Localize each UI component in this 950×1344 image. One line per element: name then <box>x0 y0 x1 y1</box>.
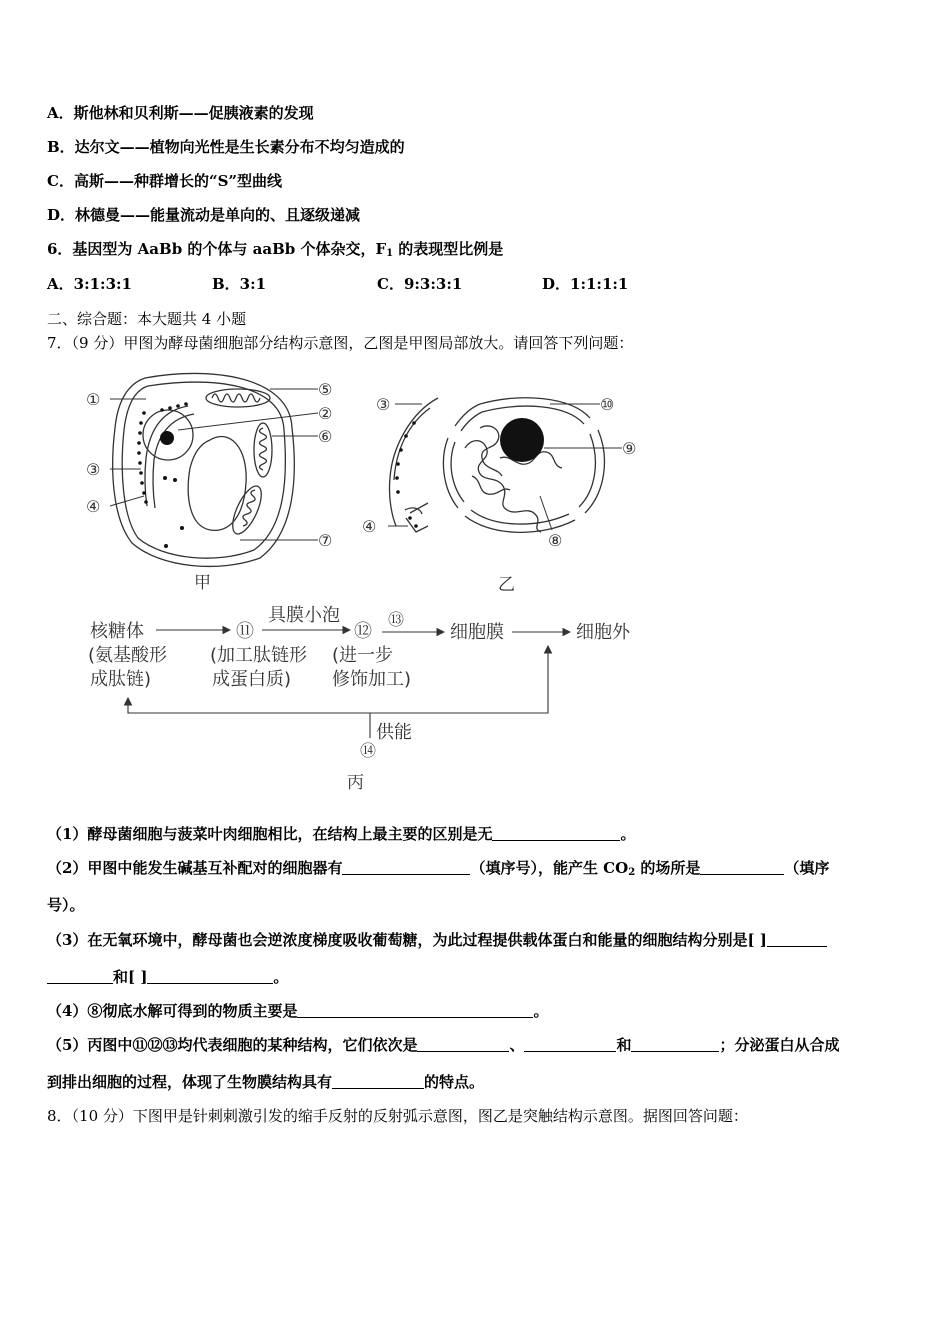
q7-sub5: （5）丙图中⑪⑫⑬均代表细胞的某种结构，它们依次是 、 和 ；分泌蛋白从合成 <box>47 1036 840 1054</box>
yi-label-8: ⑧ <box>548 531 563 550</box>
q5-option-b: B．达尔文——植物向光性是生长素分布不均匀造成的 <box>47 138 405 156</box>
q7-sub2: （2）甲图中能发生碱基互补配对的细胞器有 （填序号），能产生 $CO_2$ 的场所是 （填序 <box>47 859 830 878</box>
cell-structure-figure <box>70 368 670 798</box>
flow-n12-note1: (进一步 <box>332 645 394 666</box>
q6-option-a: A．3:1:3:1 <box>47 275 132 293</box>
section-heading: 二、综合题：本大题共 4 小题 <box>47 310 247 328</box>
jia-label-2: ② <box>318 404 333 423</box>
jia-label-1: ① <box>86 390 101 409</box>
q6-option-b: B．3:1 <box>212 275 267 293</box>
flow-ribosome-note2: 成肽链) <box>90 669 152 690</box>
q7-sub2-blank-2[interactable] <box>700 860 784 875</box>
q5-option-a: A．斯他林和贝利斯——促胰液素的发现 <box>47 104 314 122</box>
q7-sub4: （4）⑧彻底水解可得到的物质主要是 。 <box>47 1002 549 1020</box>
q6-stem: 6．基因型为 AaBb 的个体与 aaBb 个体杂交，$F_1$ 的表现型比例是 <box>47 240 504 259</box>
q7-sub1: （1）酵母菌细胞与菠菜叶肉细胞相比，在结构上最主要的区别是无 。 <box>47 825 636 843</box>
flow-ribosome-note1: (氨基酸形 <box>88 645 168 666</box>
jia-mitochondrion-3 <box>227 482 267 538</box>
q7-sub3-cont: 和[ ] 。 <box>47 966 288 987</box>
q7-sub3: （3）在无氧环境中，酵母菌也会逆浓度梯度吸收葡萄糖，为此过程提供载体蛋白和能量的细胞结构分别是[ ] <box>47 929 827 950</box>
flow-n12: ⑫ <box>354 621 372 642</box>
jia-mitochondrion-2 <box>254 423 272 477</box>
q7-sub5-blank-2[interactable] <box>524 1037 616 1052</box>
flow-n12-note2: 修饰加工) <box>332 669 412 690</box>
yi-caption: 乙 <box>498 575 515 595</box>
flow-membrane: 细胞膜 <box>450 622 504 643</box>
flow-n11: ⑪ <box>236 621 254 642</box>
jia-nucleolus <box>160 431 174 445</box>
flow-energy-left <box>128 698 370 713</box>
q7-sub4-blank[interactable] <box>297 1003 533 1018</box>
flow-n11-note2: 成蛋白质) <box>212 669 292 690</box>
q7-sub1-blank[interactable] <box>492 826 620 841</box>
q6-option-d: D．1:1:1:1 <box>542 275 629 293</box>
q5-option-d: D．林德曼——能量流动是单向的、且逐级递减 <box>47 206 361 224</box>
q7-sub2-cont: 号）。 <box>47 896 85 914</box>
q8-stem: 8．（10 分）下图甲是针刺刺激引发的缩手反射的反射弧示意图，图乙是突触结构示意图。据图回答问题： <box>47 1107 748 1125</box>
jia-label-4: ④ <box>86 497 101 516</box>
flow-n14: ⑭ <box>360 741 377 760</box>
jia-label-5: ⑤ <box>318 380 333 399</box>
flow-n11-note1: (加工肽链形 <box>210 645 308 666</box>
flow-n13: ⑬ <box>388 610 405 629</box>
flow-outside: 细胞外 <box>576 622 630 643</box>
q7-sub5-blank-3[interactable] <box>631 1037 719 1052</box>
q7-sub5-blank-1[interactable] <box>417 1037 509 1052</box>
yi-nuclear-envelope-outer <box>443 398 604 533</box>
q7-sub3-blank-2[interactable] <box>147 969 273 984</box>
jia-cell-membrane <box>122 382 285 558</box>
q7-sub5-cont: 到排出细胞的过程，体现了生物膜结构具有 的特点。 <box>47 1073 485 1091</box>
jia-label-7: ⑦ <box>318 531 333 550</box>
jia-caption: 甲 <box>194 573 211 593</box>
q7-sub3-blank-1a[interactable] <box>767 932 827 947</box>
flow-vesicle: 具膜小泡 <box>268 605 340 626</box>
flow-caption: 丙 <box>347 773 364 793</box>
q7-sub2-blank-1[interactable] <box>342 860 470 875</box>
yi-label-4: ④ <box>362 517 377 536</box>
q5-option-c: C．高斯——种群增长的“S”型曲线 <box>47 172 283 190</box>
yi-leader-8 <box>540 496 552 530</box>
jia-vacuole <box>188 437 246 531</box>
jia-mitochondrion-1 <box>206 389 270 407</box>
jia-label-3: ③ <box>86 460 101 479</box>
q7-sub3-blank-1b[interactable] <box>47 969 113 984</box>
flow-energy: 供能 <box>376 722 412 743</box>
jia-leader-2 <box>178 413 318 430</box>
jia-label-6: ⑥ <box>318 427 333 446</box>
q6-options <box>0 273 950 293</box>
q7-sub5-blank-4[interactable] <box>332 1074 424 1089</box>
flow-ribosome: 核糖体 <box>90 621 144 642</box>
yi-nucleolus <box>500 418 544 462</box>
yi-label-3: ③ <box>376 395 391 414</box>
q7-stem: 7．（9 分）甲图为酵母菌细胞部分结构示意图，乙图是甲图局部放大。请回答下列问题： <box>47 334 634 352</box>
yi-label-9: ⑨ <box>622 439 637 458</box>
q6-option-c: C．9:3:3:1 <box>377 275 463 293</box>
yi-label-10: ⑩ <box>600 395 615 414</box>
